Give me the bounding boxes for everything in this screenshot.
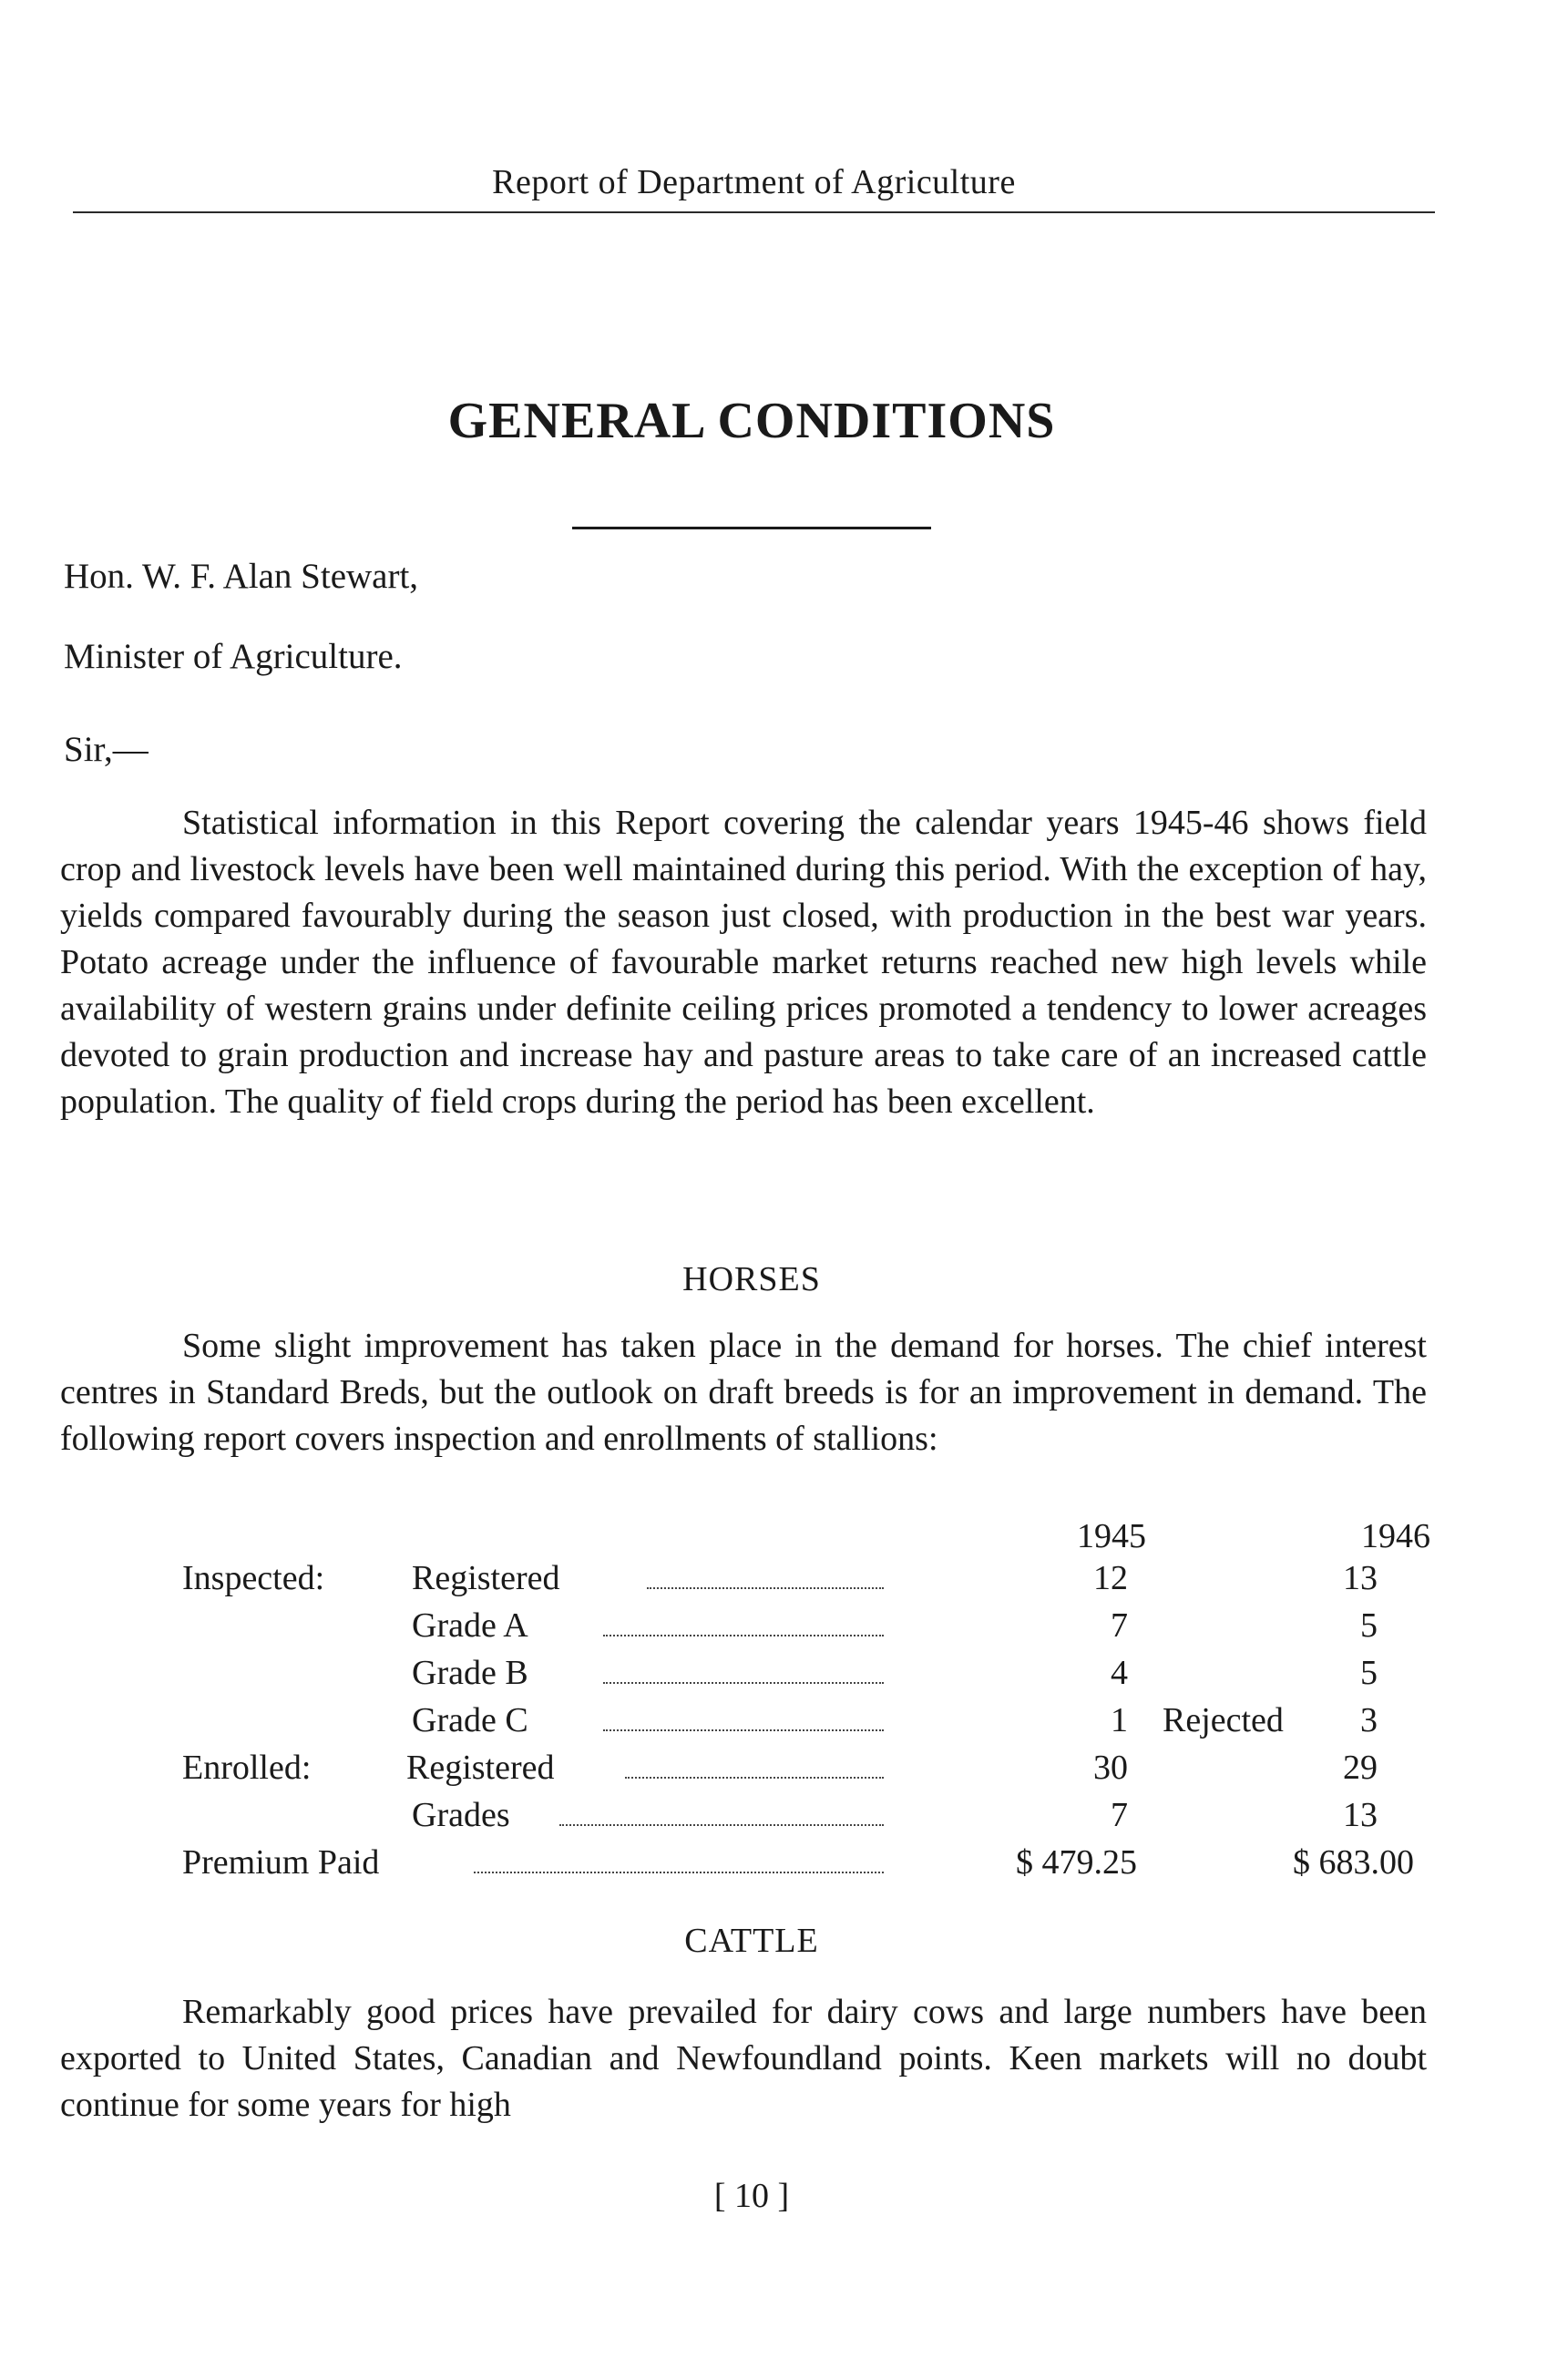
row-label: Registered <box>412 1559 560 1597</box>
cattle-paragraph: Remarkably good prices have prevailed for dairy cows and large numbers have been exported to United States, Canadian and Newfoundland points. Keen markets will no doubt continue for some years for high <box>60 1993 1427 2124</box>
dot-leader <box>559 1824 884 1826</box>
dot-leader <box>603 1729 884 1731</box>
value-1946: 29 <box>1343 1749 1378 1787</box>
column-header-1946: 1946 <box>1361 1517 1430 1555</box>
value-1945: $ 479.25 <box>1016 1843 1137 1882</box>
value-1945: 12 <box>1093 1559 1128 1597</box>
running-header: Report of Department of Agriculture <box>492 163 1016 201</box>
value-1946: 13 <box>1343 1559 1378 1597</box>
page-number: [ 10 ] <box>713 2177 790 2215</box>
dot-leader <box>603 1635 884 1636</box>
page-title: GENERAL CONDITIONS <box>447 393 1056 449</box>
addressee-name: Hon. W. F. Alan Stewart, <box>64 557 419 596</box>
row-group-label: Inspected: <box>182 1559 325 1597</box>
horses-paragraph: Some slight improvement has taken place in the demand for horses. The chief interest centres in Standard Breds, but the outlook on draft breeds is for an improvement in demand. The following report covers inspection and enrollments of stallions: <box>60 1327 1427 1458</box>
row-label: Registered <box>406 1749 555 1787</box>
value-1945: 7 <box>1111 1606 1128 1645</box>
value-1946: 3 <box>1360 1701 1378 1739</box>
row-group-label: Premium Paid <box>182 1843 380 1882</box>
row-group-label: Enrolled: <box>182 1749 312 1787</box>
value-1946: 13 <box>1343 1796 1378 1834</box>
value-1945: 7 <box>1111 1796 1128 1834</box>
row-label: Grades <box>412 1796 510 1834</box>
salutation: Sir,— <box>64 730 149 769</box>
row-label: Grade B <box>412 1654 528 1692</box>
dot-leader <box>625 1777 884 1779</box>
value-1945: 30 <box>1093 1749 1128 1787</box>
intro-paragraph: Statistical information in this Report covering the calendar years 1945-46 shows field crop and livestock levels have been well maintained during this period. With the exception of hay, yields compared favourably during the season just closed, with production in the best war years. Potato acreage under the influence of favourable market returns reached new high levels while availability of western grains under definite ceiling prices promoted a tendency to lower acreages devoted to grain production and increase hay and pasture areas to take care of an increased cattle population. The quality of field crops during the period has been excellent. <box>60 804 1427 1121</box>
dot-leader <box>474 1872 884 1873</box>
value-1945: 1 <box>1111 1701 1128 1739</box>
value-1946: 5 <box>1360 1654 1378 1692</box>
dot-leader <box>603 1682 884 1684</box>
row-label: Grade A <box>412 1606 528 1645</box>
section-heading-horses: HORSES <box>682 1260 821 1298</box>
rejected-note: Rejected <box>1163 1701 1284 1739</box>
dot-leader <box>647 1587 884 1589</box>
value-1946: 5 <box>1360 1606 1378 1645</box>
value-1946: $ 683.00 <box>1293 1843 1414 1882</box>
column-header-1945: 1945 <box>1077 1517 1146 1555</box>
value-1945: 4 <box>1111 1654 1128 1692</box>
row-label: Grade C <box>412 1701 528 1739</box>
section-heading-cattle: CATTLE <box>684 1922 819 1960</box>
addressee-title: Minister of Agriculture. <box>64 637 403 676</box>
